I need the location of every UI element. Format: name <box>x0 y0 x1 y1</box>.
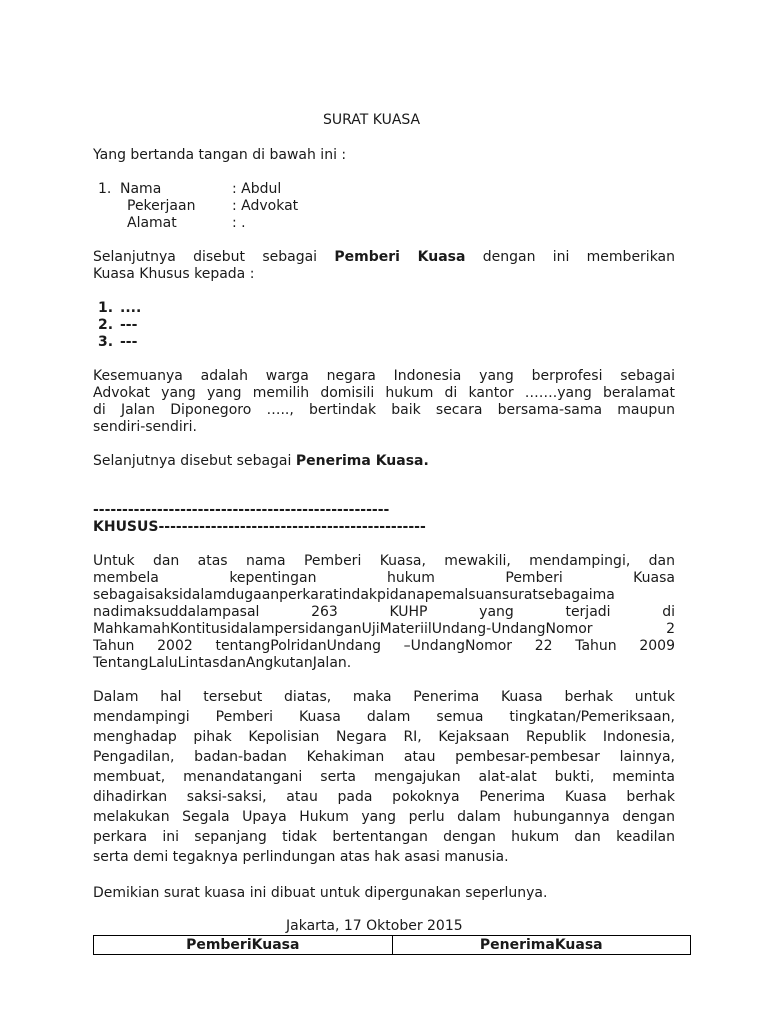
paragraph-untuk-line3: sebagaisaksidalamdugaanperkaratindakpidanapemalsuansuratsebagaima <box>93 587 615 603</box>
address-value: : . <box>232 215 246 231</box>
paragraph-warga-line3: di Jalan Diponegoro ….., bertindak baik secara bersama-sama maupun <box>93 402 675 418</box>
pemberi-kuasa-term: Pemberi Kuasa <box>334 249 466 265</box>
paragraph-pemberi-line2: Kuasa Khusus kepada : <box>93 266 255 282</box>
recipient-2: --- <box>120 317 138 333</box>
divider-dashes: --------------------------------------------------- <box>93 502 390 518</box>
paragraph-untuk-line1: Untuk dan atas nama Pemberi Kuasa, mewakili, mendampingi, dan <box>93 553 675 569</box>
paragraph-dalam-line4: Pengadilan, badan-badan Kehakiman atau pembesar-pembesar lainnya, <box>93 749 675 765</box>
paragraph-dalam-line2: mendampingi Pemberi Kuasa dalam semua tingkatan/Pemeriksaan, <box>93 709 675 725</box>
document-title: SURAT KUASA <box>323 112 421 128</box>
pemberi-kuasa-header: PemberiKuasa <box>94 936 393 955</box>
para3-text: Selanjutnya disebut sebagai <box>93 453 292 469</box>
paragraph-penerima <box>93 453 429 470</box>
penerima-kuasa-term: Penerima Kuasa. <box>295 453 429 469</box>
penerima-kuasa-header: PenerimaKuasa <box>392 936 691 955</box>
job-value: : Advokat <box>232 198 299 214</box>
paragraph-untuk-line2: membela kepentingan hukum Pemberi Kuasa <box>93 570 675 586</box>
paragraph-dalam-line7: melakukan Segala Upaya Hukum yang perlu dalam hubungannya dengan <box>93 809 675 825</box>
closing-text: Demikian surat kuasa ini dibuat untuk dipergunakan seperlunya. <box>93 885 548 901</box>
name-value: : Abdul <box>232 181 282 197</box>
paragraph-untuk-line6: Tahun 2002 tentangPolridanUndang –UndangNomor 22 Tahun 2009 <box>93 638 675 654</box>
signature-table <box>93 935 691 955</box>
paragraph-dalam-line9: serta demi tegaknya perlindungan atas hak asasi manusia. <box>93 849 509 865</box>
recipient-3-number: 3. <box>98 334 114 350</box>
paragraph-dalam-line1: Dalam hal tersebut diatas, maka Penerima Kuasa berhak untuk <box>93 689 675 705</box>
paragraph-dalam-line5: membuat, menandatangani serta mengajukan alat-alat bukti, meminta <box>93 769 675 785</box>
paragraph-untuk-line7: TentangLaluLintasdanAngkutanJalan. <box>93 655 352 671</box>
place-date: Jakarta, 17 Oktober 2015 <box>286 918 463 934</box>
paragraph-warga-line2: Advokat yang yang memilih domisili hukum di kantor …….yang beralamat <box>93 385 675 401</box>
khusus-heading: KHUSUS---------------------------------------------- <box>93 519 426 535</box>
recipient-1: .... <box>120 300 142 316</box>
recipient-2-number: 2. <box>98 317 114 333</box>
paragraph-dalam-line8: perkara ini sepanjang tidak bertentangan dengan hukum dan keadilan <box>93 829 675 845</box>
signature-header-row <box>94 936 691 955</box>
paragraph-warga-line4: sendiri-sendiri. <box>93 419 197 435</box>
paragraph-dalam-line6: dihadirkan saksi-saksi, atau pada pokoknya Penerima Kuasa berhak <box>93 789 675 805</box>
para1-text-post: dengan ini memberikan <box>482 249 676 265</box>
intro-text: Yang bertanda tangan di bawah ini : <box>93 147 347 163</box>
recipient-1-number: 1. <box>98 300 114 316</box>
paragraph-warga-line1: Kesemuanya adalah warga negara Indonesia yang berprofesi sebagai <box>93 368 675 384</box>
job-label: Pekerjaan <box>127 198 196 214</box>
para1-text-pre: Selanjutnya disebut sebagai <box>93 249 318 265</box>
name-label: Nama <box>120 181 162 197</box>
paragraph-untuk-line4: nadimaksuddalampasal 263 KUHP yang terjadi di <box>93 604 675 620</box>
paragraph-dalam-line3: menghadap pihak Kepolisian Negara RI, Kejaksaan Republik Indonesia, <box>93 729 675 745</box>
recipient-3: --- <box>120 334 138 350</box>
address-label: Alamat <box>127 215 177 231</box>
paragraph-pemberi-line1 <box>93 249 675 266</box>
grantor-number: 1. <box>98 181 112 197</box>
paragraph-untuk-line5: MahkamahKontitusidalampersidanganUjiMateriilUndang-UndangNomor 2 <box>93 621 675 637</box>
